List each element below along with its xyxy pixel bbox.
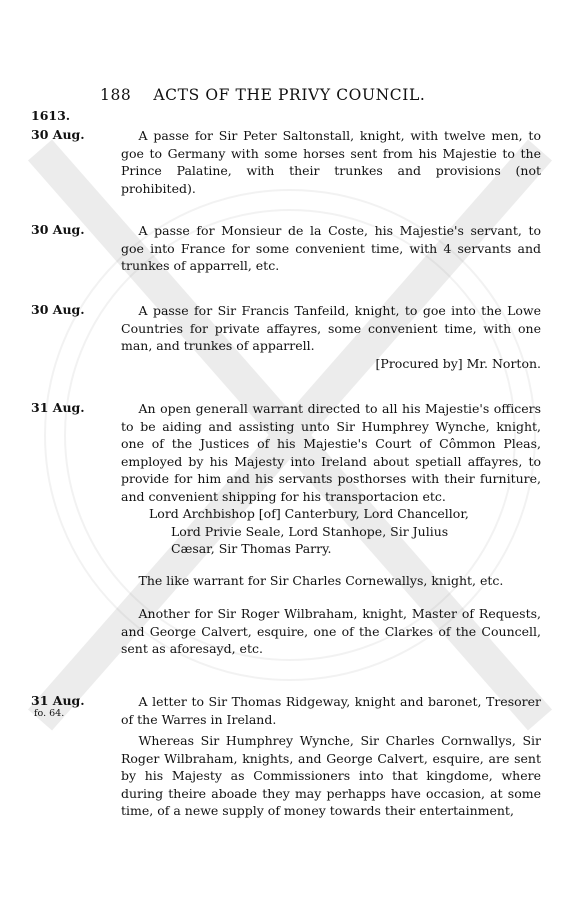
signers-line: Cæsar, Sir Thomas Parry. (171, 541, 332, 556)
entry-text: A letter to Sir Thomas Ridgeway, knight and baronet, Tresorer of the Warres in Ireland. (121, 694, 541, 727)
folio-number: fo. 64. (34, 708, 65, 719)
entry-1 (31, 127, 541, 197)
entry-text: A passe for Sir Francis Tanfeild, knight, to goe into the Lowe Countries for private affayres, some convenient time, with one man, and trunkes of apparrell. (121, 303, 541, 353)
entry-4 (31, 400, 541, 658)
another-warrant: Another for Sir Roger Wilbraham, knight, Master of Requests, and George Calvert, esquire, one of the Clarkes of the Councell, sent as aforesayd, etc. (121, 606, 541, 656)
signers-list (149, 505, 541, 558)
entry-date: 31 Aug. (31, 400, 85, 415)
entry-text: A passe for Monsieur de la Coste, his Majestie's servant, to goe into France for some convenient time, with 4 servants and trunkes of apparrell, etc. (121, 223, 541, 273)
signers-line: Lord Privie Seale, Lord Stanhope, Sir Julius (171, 523, 449, 539)
running-title: ACTS OF THE PRIVY COUNCIL. (153, 86, 426, 104)
entry-date: 31 Aug. (31, 693, 85, 708)
signers-line: Lord Archbishop [of] Canterbury, Lord Chancellor, (149, 506, 469, 521)
like-warrant: The like warrant for Sir Charles Cornewallys, knight, etc. (138, 572, 504, 588)
entry-text: An open generall warrant directed to all his Majestie's officers to be aiding and assisting unto Sir Humphrey Wynche, knight, one of the Justices of his Majestie's Court of Cômmon Pleas, employed by his Majesty into Ireland about spetiall affayres, to provide for him and his servants posthorses with their furniture, and convenient shipping for his transportacion etc. (121, 401, 541, 504)
entry-text: A passe for Sir Peter Saltonstall, knight, with twelve men, to goe to Germany with some horses sent from his Majestie to the Prince Palatine, with their trunkes and provisions (not prohibited). (121, 128, 541, 196)
entry-date: 30 Aug. (31, 127, 85, 142)
letter-continuation: Whereas Sir Humphrey Wynche, Sir Charles Cornwallys, Sir Roger Wilbraham, knights, and George Calvert, esquire, are sent by his Majesty as Commissioners into that kingdome, where during theire aboade they may perhapps have occasion, at some time, of a newe supply of money towards their entertainment, (121, 733, 541, 818)
entry-3 (31, 302, 541, 372)
margin-year: 1613. (31, 108, 71, 123)
entry-date: 30 Aug. (31, 302, 85, 317)
entry-2 (31, 222, 541, 275)
entry-date: 30 Aug. (31, 222, 85, 237)
page-number: 188 (100, 86, 132, 104)
entry-5 (31, 693, 541, 820)
procured-by: [Procured by] Mr. Norton. (375, 355, 541, 371)
page-header (100, 86, 425, 104)
